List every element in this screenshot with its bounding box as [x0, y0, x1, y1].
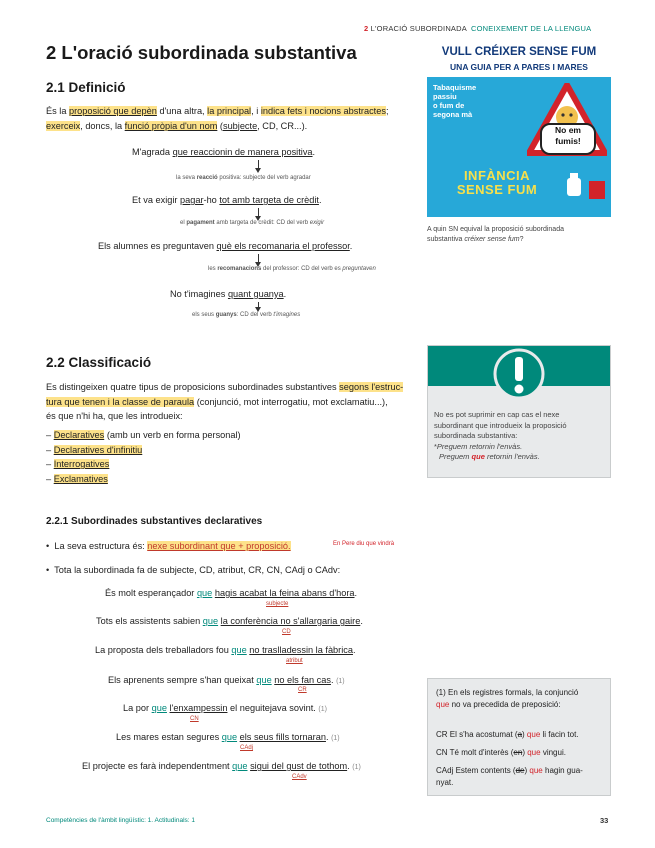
bullet-functions: • Tota la subordinada fa de subjecte, CD, atribut, CR, CN, CAdj o CAdv:: [46, 565, 341, 575]
function-label-cadv: CAdv: [292, 774, 307, 780]
arrowhead: [255, 168, 261, 173]
definition-example-3: Els alumnes es preguntaven què els recomanaria el professor.: [98, 241, 353, 251]
definition-example-1: M'agrada que reaccionin de manera positiva.: [132, 147, 316, 157]
definition-note-4: els seus guanys: CD del verb t'imagines: [192, 312, 301, 318]
list-item: – Declaratives d'infinitiu: [46, 444, 143, 455]
poster-title: VULL CRÉIXER SENSE FUM: [441, 46, 597, 58]
warning-box: [427, 345, 611, 478]
note-intro: (1) En els registres formals, la conjunció que no va precedida de preposició:: [436, 688, 579, 709]
government-logo: [589, 181, 605, 199]
function-label-cd: CD: [282, 629, 291, 635]
campaign-poster: [427, 40, 611, 217]
function-label-atribut: atribut: [286, 658, 303, 664]
definition-note-2: el pagament amb targeta de crèdit: CD del verb exigir: [180, 220, 325, 226]
note-example-cn: CN Té molt d'interès (en) que vingui.: [436, 748, 566, 757]
declarative-example-2: Tots els assistents sabien que la conferència no s'allargaria gaire.: [96, 616, 363, 626]
exclamation-icon: [493, 348, 545, 400]
definition-example-2: Et va exigir pagar-ho tot amb targeta de crèdit.: [132, 195, 322, 205]
declarative-example-7: El projecte es farà independentment que sigui del gust de tothom. (1): [82, 761, 361, 771]
warning-text: No es pot suprimir en cap cas el nexe subordinant que introdueix la proposició subordinada substantiva: *Preguem retornin l'envàs. Preguem que retornin l'envàs.: [434, 410, 567, 461]
function-label-cr: CR: [298, 687, 307, 693]
classification-list: [46, 428, 241, 486]
section-heading-classificacio: 2.2 Classificació: [46, 355, 152, 370]
poster-illustration: [427, 77, 611, 217]
classification-paragraph: Es distingeixen quatre tipus de proposicions subordinades substantives segons l'estruc- tura que tenen i la classe de paraula (conjunció, mot interrogatiu, mot exclamatiu...), és que n'hi ha, que les introdueix:: [46, 382, 404, 421]
note-example-cr: CR El s'ha acostumat (a) que li facin tot.: [436, 730, 579, 739]
section-heading-definicio: 2.1 Definició: [46, 80, 126, 95]
declarative-example-1: És molt esperançador que hagis acabat la feina abans d'hora.: [105, 588, 358, 598]
list-item: – Declaratives (amb un verb en forma personal): [46, 430, 241, 440]
poster-sign-text: No em fumis!: [540, 123, 596, 155]
poster-logo: INFÀNCIA SENSE FUM: [456, 168, 538, 197]
subsection-heading-declaratives: 2.2.1 Subordinades substantives declaratives: [46, 516, 263, 527]
definition-note-1: la seva reacció positiva: subjecte del verb agradar: [176, 175, 311, 181]
definition-note-3: les recomanacions del professor: CD del verb es preguntaven: [208, 266, 376, 272]
poster-subtitle: UNA GUIA PER A PARES I MARES: [450, 62, 588, 72]
function-label-subjecte: subjecte: [266, 601, 289, 607]
definition-example-4: No t'imagines quant guanya.: [170, 289, 287, 299]
header-section: CONEIXEMENT DE LA LLENGUA: [471, 24, 592, 33]
footer-text: Competències de l'àmbit lingüístic: 1. Actitudinals: 1: [46, 817, 196, 824]
poster-bubble-text: Tabaquisme passiu o fum de segona mà: [433, 83, 477, 119]
handwritten-example: En Pere diu que vindrà: [333, 541, 395, 547]
page-title: 2 L'oració subordinada substantiva: [46, 42, 357, 63]
bottle-icon: [563, 171, 585, 197]
page-number: 33: [600, 816, 609, 825]
function-label-cadj: CAdj: [240, 745, 254, 751]
declarative-example-3: La proposta dels treballadors fou que no traslladessin la fàbrica.: [95, 645, 356, 655]
definition-paragraph: És la proposició que depèn d'una altra, la principal, i indica fets i nocions abstractes; exerceix, doncs, la funció pròpia d'un nom (subjecte, CD, CR...).: [46, 106, 389, 131]
note-example-cadj: CAdj Estem contents (de) que hagin gua- nyat.: [436, 766, 583, 787]
declarative-example-6: Les mares estan segures que els seus fills tornaran. (1): [116, 732, 340, 742]
poster-caption: A quin SN equival la proposició subordinada substantiva créixer sense fum?: [427, 226, 564, 243]
declarative-example-5: La por que l'enxampessin el neguitejava sovint. (1): [123, 703, 327, 713]
note-box: [427, 678, 611, 796]
header-chapter: 2 L'ORACIÓ SUBORDINADA: [364, 24, 467, 33]
list-item: – Interrogatives: [46, 459, 110, 469]
function-label-cn: CN: [190, 716, 199, 722]
bullet-structure: • La seva estructura és: nexe subordinant que + proposició.: [46, 541, 291, 551]
declarative-example-4: Els aprenents sempre s'han queixat que no els fan cas. (1): [108, 675, 345, 685]
list-item: – Exclamatives: [46, 473, 108, 484]
